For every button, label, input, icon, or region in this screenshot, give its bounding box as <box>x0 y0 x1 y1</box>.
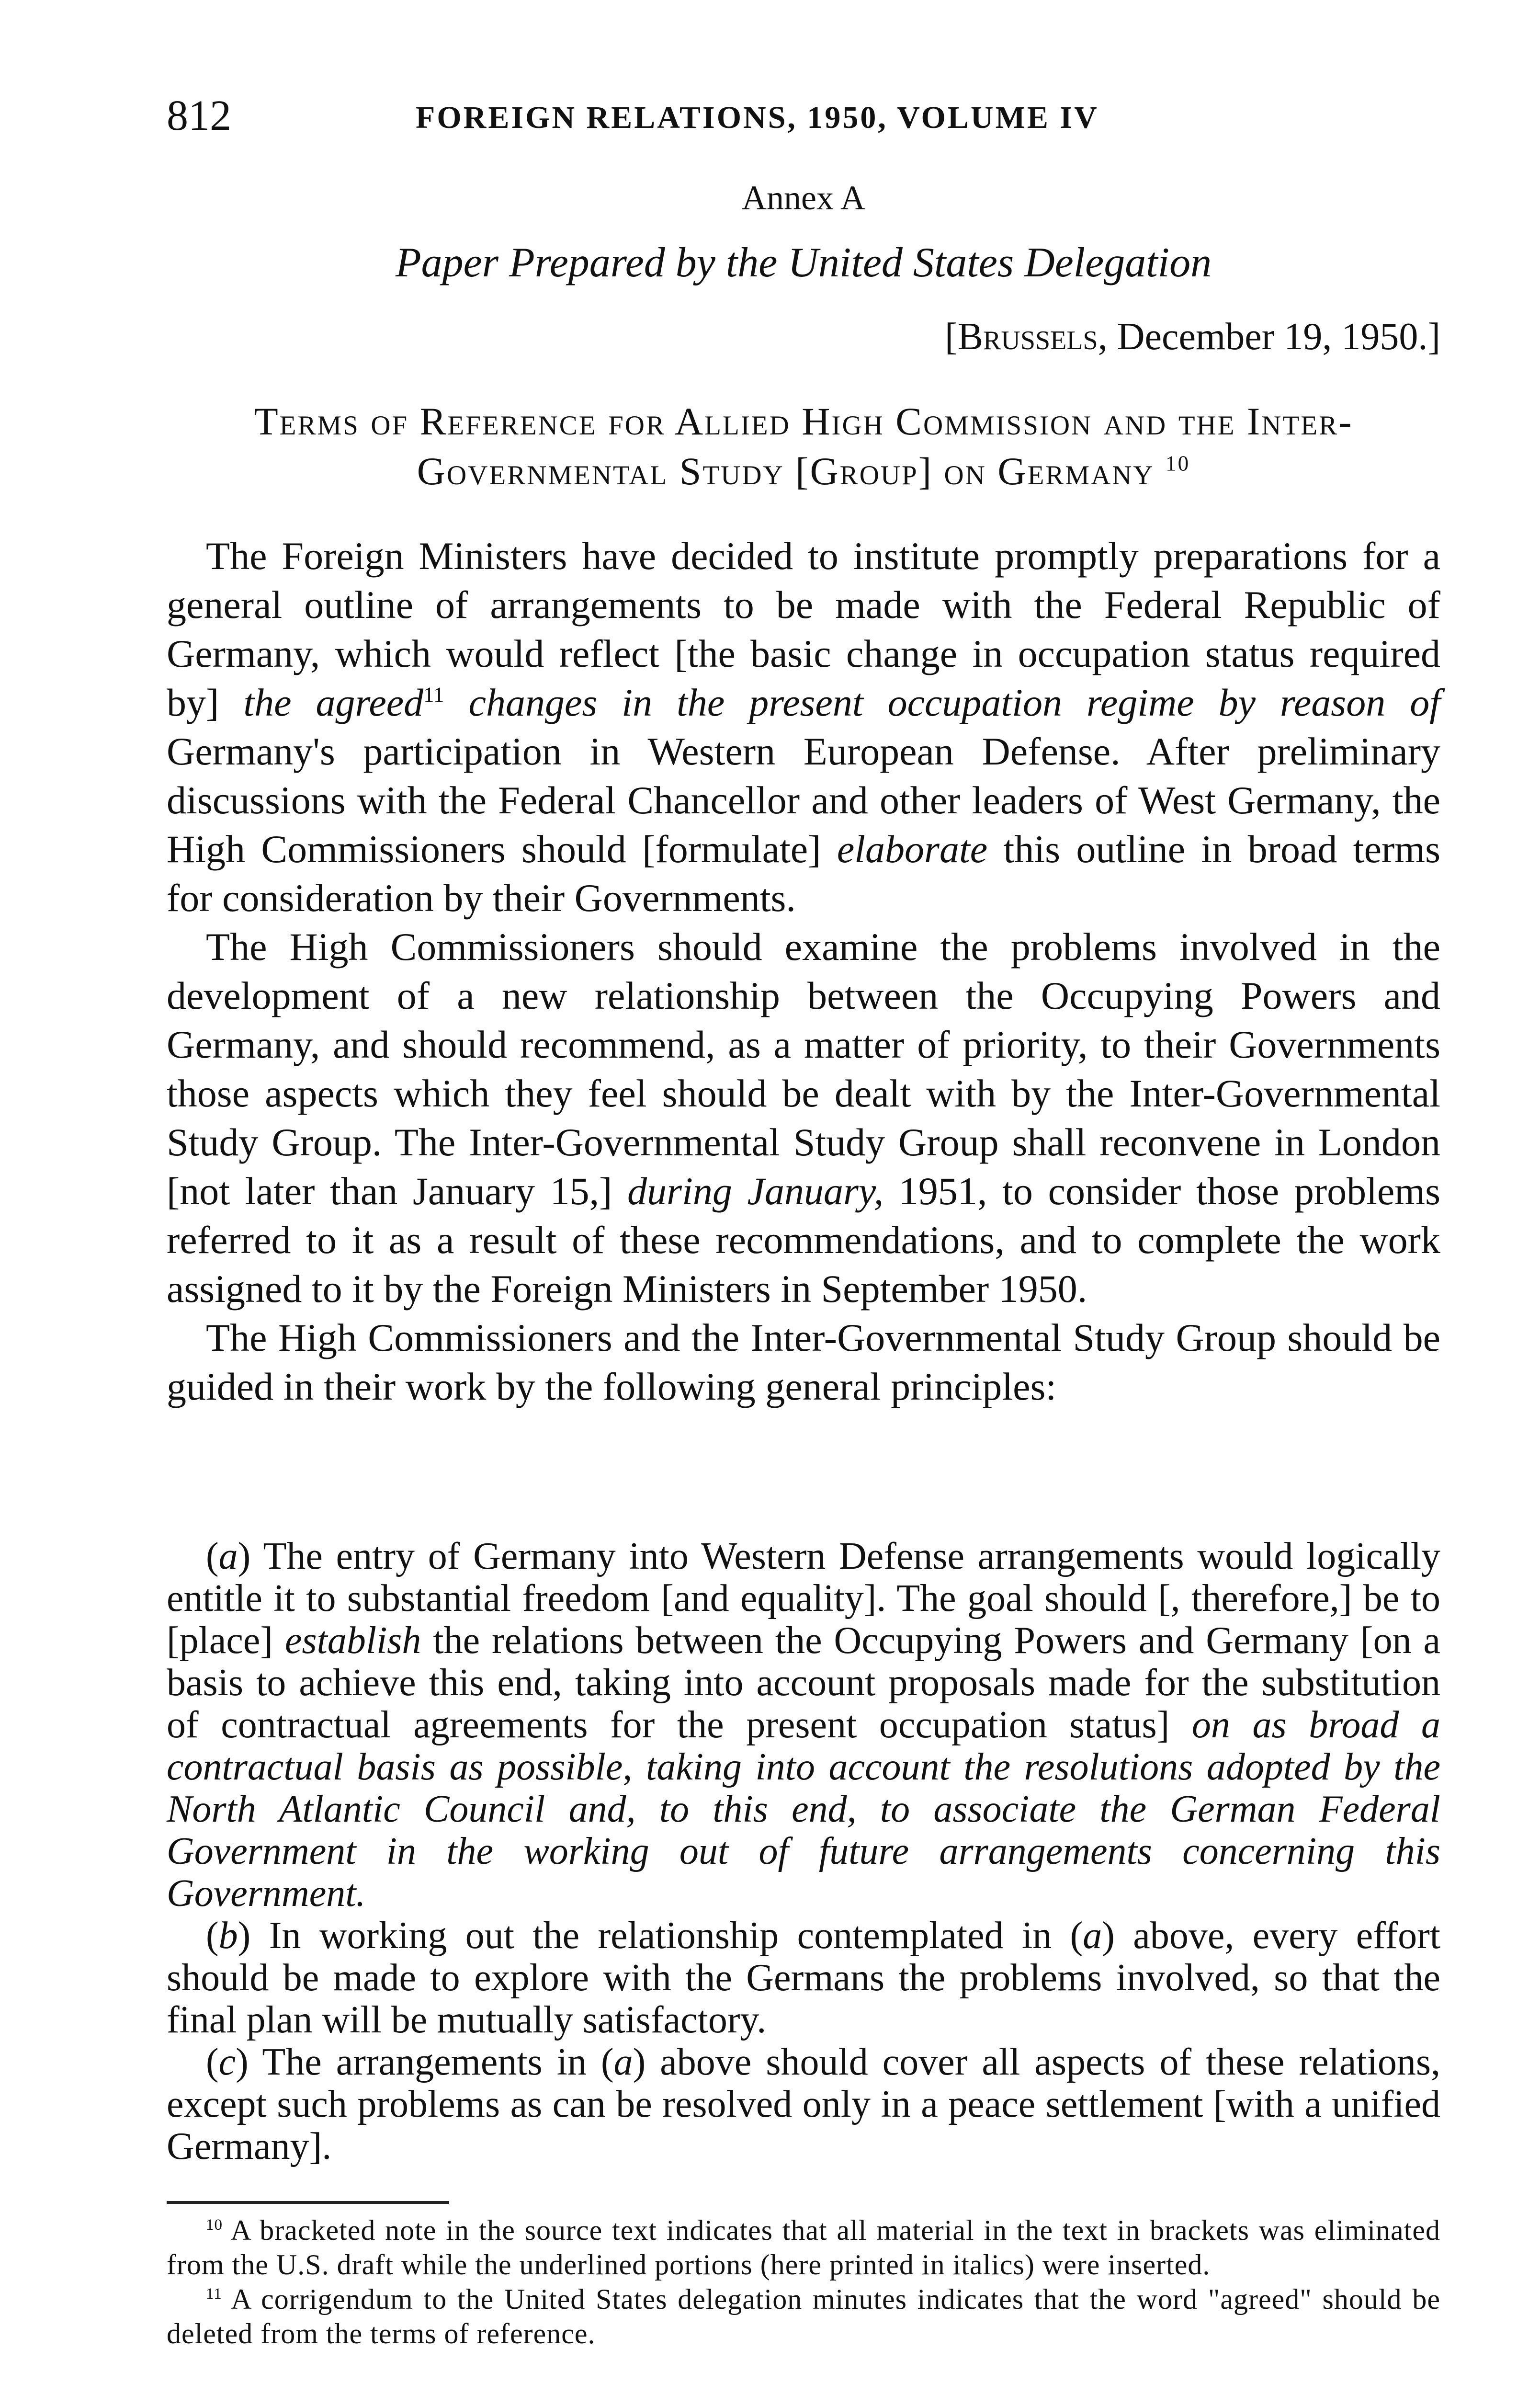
heading-line-2 <box>167 446 1440 496</box>
paragraph-1-text-2: Germany's participation in Western European Defense. After preliminary discussions with the Federal Chancellor and other leaders of West Germany, the High Commissioners should [formulate] <box>167 730 1440 871</box>
footnote-10-mark: 10 <box>206 2216 223 2234</box>
principle-b-letter: b <box>218 1915 238 1957</box>
principle-a-italic-1: establish <box>284 1619 421 1662</box>
footnote-11 <box>167 2282 1440 2351</box>
page-number: 812 <box>167 92 231 139</box>
paragraph-1-italic-1: the agreed <box>243 681 424 724</box>
body-text <box>167 532 1440 1411</box>
footnote-11-text: A corrigendum to the United States delegation minutes indicates that the word "agreed" should be deleted from the terms of reference. <box>167 2283 1440 2349</box>
footnote-10 <box>167 2213 1440 2282</box>
paragraph-1 <box>167 532 1440 923</box>
footnotes <box>167 2213 1440 2351</box>
paragraph-1-text-3: this outline in broad terms for consideration by their Governments. <box>167 827 1440 920</box>
principles-list <box>167 1535 1440 2167</box>
footnote-ref-10: 10 <box>1166 451 1190 476</box>
paragraph-1-italic-3: elaborate <box>837 827 988 871</box>
paragraph-2 <box>167 923 1440 1313</box>
principle-a-italic-2: on as broad a contractual basis as possible, taking into account the resolutions adopted by the North Atlantic Council and, to this end, to associate the German Federal Government in the working out of future arrangements concerning this Government. <box>167 1704 1441 1915</box>
dateline-place: Brussels <box>957 316 1098 358</box>
heading-line-2-text: Governmental Study [Group] on Germany <box>417 449 1155 493</box>
running-title: FOREIGN RELATIONS, 1950, VOLUME IV <box>416 100 1099 135</box>
paragraph-3 <box>167 1313 1440 1411</box>
dateline: [Brussels, December 19, 1950.] <box>945 316 1440 358</box>
footnote-divider <box>167 2201 449 2204</box>
footnote-10-text: A bracketed note in the source text indicates that all material in the text in brackets was eliminated from the U.S. draft while the underlined portions (here printed in italics) were inserted. <box>167 2214 1440 2281</box>
principle-b: (b) In working out the relationship contemplated in (a) above, every effort should be made to explore with the Germans the problems involved, so that the final plan will be mutually satisfactory. <box>167 1915 1440 2041</box>
section-heading <box>167 397 1440 496</box>
principle-a-letter: a <box>218 1535 238 1577</box>
paragraph-2-italic-1: during January, <box>627 1169 884 1213</box>
principle-b-ref-letter: a <box>1083 1915 1102 1957</box>
paragraph-3-text-1: The High Commissioners and the Inter-Governmental Study Group should be guided in their work by the following general principles: <box>167 1316 1440 1408</box>
principle-a-text-2: the relations between the Occupying Powers and Germany [on a basis to achieve this end, taking into account proposals made for the substitution of contractual agreements for the present occupation status] <box>167 1619 1441 1746</box>
dateline-date: December 19, 1950. <box>1117 316 1428 358</box>
principle-c-text-1: The arrangements in ( <box>262 2041 614 2083</box>
principle-b-text-1: In working out the relationship contemplated in ( <box>269 1915 1083 1957</box>
paper-title: Paper Prepared by the United States Delegation <box>395 240 1212 286</box>
footnote-ref-11: 11 <box>423 683 444 707</box>
annex-label: Annex A <box>742 179 865 217</box>
paragraph-2-text-1: The High Commissioners should examine the problems involved in the development of a new relationship between the Occupying Powers and Germany, and should recommend, as a matter of priority, to their Governments those aspects which they feel should be dealt with by the Inter-Governmental Study Group. The Inter-Governmental Study Group shall reconvene in London [not later than January 15,] <box>167 925 1440 1213</box>
principle-a: (a) The entry of Germany into Western Defense arrangements would logically entitle it to substantial freedom [and equality]. The goal should [, therefore,] be to [place] establish the relations between the Occupying Powers and Germany [on a basis to achieve this end, taking into account proposals made for the substitution of contractual agreements for the present occupation status] on as broad a contractual basis as possible, taking into account the resolutions adopted by the North Atlantic Council and, to this end, to associate the German Federal Government in the working out of future arrangements concerning this Government. <box>167 1535 1441 1915</box>
running-head <box>167 91 1440 144</box>
principle-c-ref-letter: a <box>613 2041 633 2083</box>
footnote-11-mark: 11 <box>206 2285 222 2303</box>
paragraph-2-text-2: 1951, to consider those problems referred to it as a result of these recommendations, and to complete the work assigned to it by the Foreign Ministers in September 1950. <box>167 1169 1440 1311</box>
principle-c: (c) The arrangements in (a) above should cover all aspects of these relations, except such problems as can be resolved only in a peace settlement [with a unified Germany]. <box>167 2041 1440 2167</box>
paragraph-1-text-1: The Foreign Ministers have decided to institute promptly preparations for a general outline of arrangements to be made with the Federal Republic of Germany, which would reflect [the basic change in occupation status required by] <box>167 534 1440 724</box>
paragraph-1-italic-2: changes in the present occupation regime by reason of <box>444 681 1440 724</box>
heading-line-1: Terms of Reference for Allied High Commission and the Inter- <box>254 399 1353 443</box>
principle-a-text-1: The entry of Germany into Western Defense arrangements would logically entitle it to substantial freedom [and equality]. The goal should [, therefore,] be to [place] <box>167 1535 1440 1662</box>
principle-b-text-2: ) above, every effort should be made to explore with the Germans the problems involved, so that the final plan will be mutually satisfactory. <box>167 1915 1440 2041</box>
principle-c-text-2: ) above should cover all aspects of these relations, except such problems as can be resolved only in a peace settlement [with a unified Germany]. <box>167 2041 1440 2167</box>
principle-c-letter: c <box>218 2041 236 2083</box>
